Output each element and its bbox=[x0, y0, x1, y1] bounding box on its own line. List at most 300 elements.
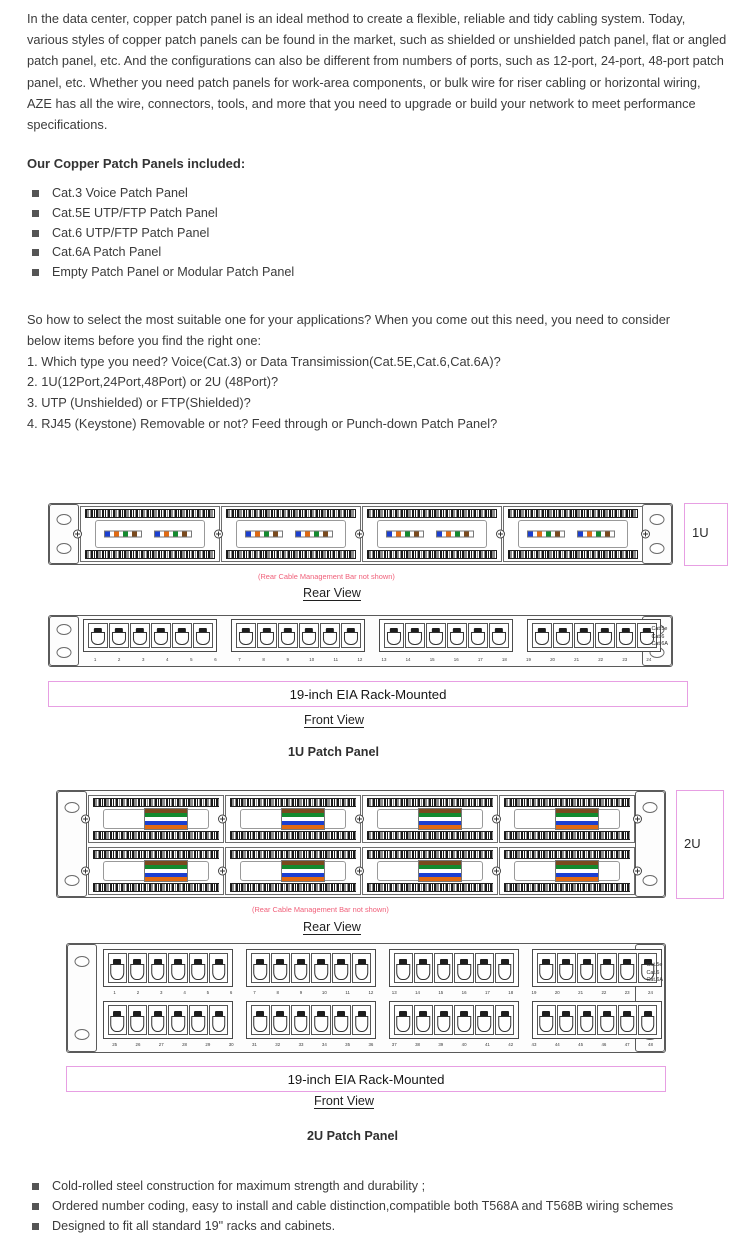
idc-punchdown-icon bbox=[555, 808, 599, 830]
idc-punchdown-icon bbox=[386, 531, 424, 538]
port-number: 12 bbox=[357, 657, 363, 662]
rj45-jack-icon[interactable] bbox=[209, 1005, 228, 1035]
list-item-label: Ordered number coding, easy to install and cable distinction,compatible both T568A and T568B wiring schemes bbox=[52, 1198, 674, 1213]
idc-punchdown-icon bbox=[367, 509, 497, 518]
idc-punchdown-icon bbox=[93, 883, 219, 892]
rj45-jack-icon[interactable] bbox=[236, 623, 256, 648]
port-number: 23 bbox=[624, 990, 630, 995]
category-tags-1u bbox=[652, 626, 668, 649]
height-label-1u: 1U bbox=[692, 525, 709, 540]
port-number: 12 bbox=[368, 990, 374, 995]
port-number: 14 bbox=[415, 990, 420, 995]
wiring-label-card bbox=[103, 861, 209, 881]
port-number: 25 bbox=[112, 1042, 118, 1047]
port-number: 22 bbox=[598, 657, 604, 662]
idc-punchdown-icon bbox=[508, 550, 638, 559]
rj45-jack-icon[interactable] bbox=[618, 953, 637, 983]
rj45-jack-icon[interactable] bbox=[394, 953, 413, 983]
port-number: 36 bbox=[368, 1042, 374, 1047]
port-number: 44 bbox=[554, 1042, 560, 1047]
rear-punchdown-module bbox=[225, 847, 361, 895]
rj45-jack-icon[interactable] bbox=[271, 1005, 290, 1035]
port-number: 45 bbox=[578, 1042, 584, 1047]
bullet-square-icon bbox=[32, 1183, 39, 1190]
idc-punchdown-icon bbox=[93, 831, 219, 840]
rj45-port-row bbox=[536, 1005, 658, 1035]
rj45-jack-icon[interactable] bbox=[189, 953, 208, 983]
rear-punchdown-module bbox=[499, 795, 635, 843]
selection-question: 1. Which type you need? Voice(Cat.3) or Data Transimission(Cat.5E,Cat.6,Cat.6A)? bbox=[27, 353, 501, 369]
rj45-jack-icon[interactable] bbox=[468, 623, 488, 648]
port-number: 16 bbox=[453, 657, 459, 662]
port-number: 20 bbox=[550, 657, 555, 662]
rj45-port-row bbox=[531, 623, 657, 648]
front-port-module bbox=[532, 1001, 662, 1039]
selection-intro-line-1: So how to select the most suitable one for your applications? When you come out this need, you need to consider bbox=[27, 312, 671, 327]
screw-icon bbox=[641, 530, 650, 539]
idc-punchdown-icon bbox=[367, 883, 493, 892]
rj45-port-row bbox=[250, 1005, 372, 1035]
rj45-jack-icon[interactable] bbox=[172, 623, 192, 648]
rack-mount-hole-icon bbox=[75, 1029, 90, 1040]
port-number: 15 bbox=[438, 990, 444, 995]
idc-punchdown-icon bbox=[104, 531, 142, 538]
idc-punchdown-icon bbox=[504, 850, 630, 859]
wiring-label-card bbox=[518, 520, 628, 548]
rj45-jack-icon[interactable] bbox=[532, 623, 552, 648]
wiring-label-card bbox=[103, 809, 209, 829]
port-number: 16 bbox=[461, 990, 467, 995]
bullet-square-icon bbox=[32, 1223, 39, 1230]
list-item bbox=[27, 1177, 673, 1197]
wiring-label-card bbox=[240, 861, 346, 881]
port-number-row-2u-bottom bbox=[103, 1040, 662, 1049]
port-number: 7 bbox=[253, 990, 256, 995]
list-item-label: Designed to fit all standard 19" racks and cabinets. bbox=[52, 1218, 336, 1233]
selection-question: 3. UTP (Unshielded) or FTP(Shielded)? bbox=[27, 395, 251, 411]
rj45-jack-icon[interactable] bbox=[193, 623, 213, 648]
screw-icon bbox=[496, 530, 505, 539]
port-number: 6 bbox=[229, 990, 233, 995]
rj45-jack-icon[interactable] bbox=[332, 953, 351, 983]
rear-punchdown-module bbox=[362, 847, 498, 895]
rj45-jack-icon[interactable] bbox=[278, 623, 298, 648]
port-number: 17 bbox=[484, 990, 490, 995]
rj45-jack-icon[interactable] bbox=[291, 1005, 310, 1035]
port-number: 5 bbox=[190, 657, 193, 662]
selection-question: 2. 1U(12Port,24Port,48Port) or 2U (48Port)? bbox=[27, 374, 279, 390]
rj45-jack-icon[interactable] bbox=[209, 953, 228, 983]
rj45-jack-icon[interactable] bbox=[577, 953, 596, 983]
front-port-module bbox=[103, 949, 233, 987]
idc-punchdown-icon bbox=[504, 883, 630, 892]
port-number: 20 bbox=[554, 990, 560, 995]
front-port-module bbox=[389, 949, 519, 987]
idc-punchdown-icon bbox=[230, 798, 356, 807]
port-number: 21 bbox=[578, 990, 584, 995]
rj45-jack-icon[interactable] bbox=[189, 1005, 208, 1035]
list-item bbox=[27, 184, 294, 204]
rj45-port-row bbox=[393, 1005, 515, 1035]
rj45-jack-icon[interactable] bbox=[394, 1005, 413, 1035]
idc-punchdown-icon bbox=[93, 798, 219, 807]
rj45-jack-icon[interactable] bbox=[291, 953, 310, 983]
rj45-jack-icon[interactable] bbox=[618, 1005, 637, 1035]
port-number: 40 bbox=[461, 1042, 467, 1047]
rear-punchdown-module bbox=[88, 795, 224, 843]
category-tag: Cat.6A bbox=[646, 977, 663, 984]
screw-icon bbox=[214, 530, 223, 539]
screw-icon bbox=[218, 815, 227, 824]
rj45-jack-icon[interactable] bbox=[577, 1005, 596, 1035]
rj45-jack-icon[interactable] bbox=[537, 953, 556, 983]
idc-punchdown-icon bbox=[504, 798, 630, 807]
included-heading: Our Copper Patch Panels included: bbox=[27, 156, 246, 171]
port-number-row-2u-top bbox=[103, 988, 662, 997]
port-number: 30 bbox=[228, 1042, 234, 1047]
rj45-jack-icon[interactable] bbox=[168, 953, 187, 983]
rj45-jack-icon[interactable] bbox=[597, 1005, 616, 1035]
screw-icon bbox=[81, 867, 90, 876]
rack-mount-hole-icon bbox=[65, 875, 80, 886]
rj45-jack-icon[interactable] bbox=[426, 623, 446, 648]
rj45-jack-icon[interactable] bbox=[320, 623, 340, 648]
rack-mount-hole-icon bbox=[643, 802, 658, 813]
screw-icon bbox=[218, 867, 227, 876]
rj45-jack-icon[interactable] bbox=[352, 953, 371, 983]
bullet-square-icon bbox=[32, 230, 39, 237]
rj45-jack-icon[interactable] bbox=[447, 623, 467, 648]
port-number: 23 bbox=[622, 657, 628, 662]
list-item bbox=[27, 224, 294, 244]
rack-ear-left bbox=[57, 791, 87, 897]
front-view-label-2u: Front View bbox=[314, 1094, 374, 1108]
port-number: 3 bbox=[141, 657, 145, 662]
list-item-label: Cat.5E UTP/FTP Patch Panel bbox=[52, 205, 218, 220]
rear-punchdown-module bbox=[221, 506, 361, 562]
rear-view-label-2u: Rear View bbox=[303, 920, 361, 934]
port-number: 8 bbox=[276, 990, 279, 995]
rj45-jack-icon[interactable] bbox=[495, 1005, 514, 1035]
port-number: 34 bbox=[321, 1042, 327, 1047]
list-item bbox=[27, 1197, 673, 1217]
port-number: 17 bbox=[477, 657, 483, 662]
selection-intro-line-2: below items before you find the right one: bbox=[27, 332, 262, 348]
rj45-port-row bbox=[393, 953, 515, 983]
idc-punchdown-icon bbox=[281, 860, 325, 882]
dimension-tick bbox=[676, 898, 724, 899]
rj45-jack-icon[interactable] bbox=[495, 953, 514, 983]
rj45-jack-icon[interactable] bbox=[557, 953, 576, 983]
port-number: 37 bbox=[391, 1042, 397, 1047]
rj45-jack-icon[interactable] bbox=[130, 623, 150, 648]
idc-punchdown-icon bbox=[230, 883, 356, 892]
rj45-port-row bbox=[250, 953, 372, 983]
rack-mount-band-2u bbox=[66, 1066, 666, 1092]
rj45-jack-icon[interactable] bbox=[597, 953, 616, 983]
idc-punchdown-icon bbox=[230, 831, 356, 840]
idc-punchdown-icon bbox=[367, 850, 493, 859]
front-port-module bbox=[532, 949, 662, 987]
wiring-label-card bbox=[95, 520, 205, 548]
rj45-jack-icon[interactable] bbox=[108, 1005, 127, 1035]
port-number: 5 bbox=[206, 990, 210, 995]
rj45-jack-icon[interactable] bbox=[475, 953, 494, 983]
front-port-module bbox=[527, 619, 661, 652]
wiring-label-card bbox=[377, 520, 487, 548]
front-port-module bbox=[103, 1001, 233, 1039]
port-number: 1 bbox=[93, 657, 97, 662]
rj45-jack-icon[interactable] bbox=[251, 1005, 270, 1035]
rj45-jack-icon[interactable] bbox=[553, 623, 573, 648]
rack-ear-left bbox=[67, 944, 97, 1052]
rj45-jack-icon[interactable] bbox=[638, 1005, 657, 1035]
rj45-jack-icon[interactable] bbox=[384, 623, 404, 648]
front-port-module bbox=[246, 949, 376, 987]
rear-punchdown-module bbox=[80, 506, 220, 562]
rj45-jack-icon[interactable] bbox=[574, 623, 594, 648]
port-number: 26 bbox=[135, 1042, 141, 1047]
front-view-label-1u: Front View bbox=[304, 713, 364, 727]
rj45-jack-icon[interactable] bbox=[251, 953, 270, 983]
rj45-port-row bbox=[87, 623, 213, 648]
wiring-label-card bbox=[514, 861, 620, 881]
idc-punchdown-icon bbox=[93, 850, 219, 859]
rear-punchdown-module bbox=[503, 506, 643, 562]
screw-icon bbox=[492, 867, 501, 876]
port-number: 31 bbox=[251, 1042, 257, 1047]
bullet-square-icon bbox=[32, 249, 39, 256]
port-number: 11 bbox=[345, 990, 350, 995]
rj45-port-row bbox=[383, 623, 509, 648]
rack-ear-right bbox=[635, 791, 665, 897]
rj45-jack-icon[interactable] bbox=[311, 953, 330, 983]
port-number-row-1u bbox=[83, 655, 661, 664]
rj45-jack-icon[interactable] bbox=[616, 623, 636, 648]
bullet-square-icon bbox=[32, 1203, 39, 1210]
idc-punchdown-icon bbox=[418, 860, 462, 882]
front-port-module bbox=[389, 1001, 519, 1039]
included-list bbox=[27, 184, 294, 283]
rj45-jack-icon[interactable] bbox=[108, 953, 127, 983]
rj45-jack-icon[interactable] bbox=[454, 953, 473, 983]
rear-punchdown-module bbox=[225, 795, 361, 843]
rj45-jack-icon[interactable] bbox=[595, 623, 615, 648]
list-item bbox=[27, 263, 294, 283]
list-item bbox=[27, 1217, 673, 1237]
idc-punchdown-icon bbox=[504, 831, 630, 840]
rj45-port-row bbox=[235, 623, 361, 648]
port-number: 6 bbox=[214, 657, 217, 662]
rj45-jack-icon[interactable] bbox=[434, 1005, 453, 1035]
port-number: 4 bbox=[183, 990, 186, 995]
idc-punchdown-icon bbox=[226, 550, 356, 559]
rear-punchdown-module bbox=[362, 506, 502, 562]
panel-caption-2u: 2U Patch Panel bbox=[307, 1129, 398, 1143]
screw-icon bbox=[73, 530, 82, 539]
wiring-label-card bbox=[377, 809, 483, 829]
port-number: 19 bbox=[526, 657, 531, 662]
rj45-jack-icon[interactable] bbox=[454, 1005, 473, 1035]
port-number: 9 bbox=[286, 657, 289, 662]
rj45-jack-icon[interactable] bbox=[271, 953, 290, 983]
port-number: 24 bbox=[646, 657, 652, 662]
rj45-jack-icon[interactable] bbox=[168, 1005, 187, 1035]
port-number: 35 bbox=[345, 1042, 351, 1047]
category-tag: Cat.6 bbox=[651, 633, 665, 640]
port-number: 9 bbox=[299, 990, 303, 995]
rj45-jack-icon[interactable] bbox=[148, 953, 167, 983]
idc-punchdown-icon bbox=[281, 808, 325, 830]
front-port-module bbox=[246, 1001, 376, 1039]
port-number: 4 bbox=[166, 657, 169, 662]
rack-mount-hole-icon bbox=[65, 802, 80, 813]
category-tag: Cat.6 bbox=[646, 969, 660, 976]
rj45-port-row bbox=[107, 1005, 229, 1035]
port-number: 48 bbox=[648, 1042, 653, 1047]
port-number: 18 bbox=[508, 990, 514, 995]
idc-punchdown-icon bbox=[245, 531, 283, 538]
list-item-label: Cat.6A Patch Panel bbox=[52, 245, 162, 260]
port-number: 41 bbox=[484, 1042, 490, 1047]
port-number: 21 bbox=[574, 657, 580, 662]
rj45-jack-icon[interactable] bbox=[434, 953, 453, 983]
rack-band-label: 19-inch EIA Rack-Mounted bbox=[289, 686, 447, 702]
patch-panel-1u-rear-view bbox=[48, 503, 673, 565]
rj45-jack-icon[interactable] bbox=[475, 1005, 494, 1035]
rj45-jack-icon[interactable] bbox=[557, 1005, 576, 1035]
idc-punchdown-icon bbox=[230, 850, 356, 859]
idc-punchdown-icon bbox=[85, 509, 215, 518]
port-number: 7 bbox=[238, 657, 241, 662]
rj45-jack-icon[interactable] bbox=[148, 1005, 167, 1035]
port-number: 3 bbox=[160, 990, 163, 995]
port-number: 32 bbox=[275, 1042, 281, 1047]
rj45-jack-icon[interactable] bbox=[414, 1005, 433, 1035]
wiring-label-card bbox=[236, 520, 346, 548]
idc-punchdown-icon bbox=[144, 860, 188, 882]
rj45-jack-icon[interactable] bbox=[151, 623, 171, 648]
port-number: 24 bbox=[648, 990, 653, 995]
rj45-jack-icon[interactable] bbox=[109, 623, 129, 648]
idc-punchdown-icon bbox=[295, 531, 333, 538]
rj45-jack-icon[interactable] bbox=[128, 953, 147, 983]
wiring-label-card bbox=[240, 809, 346, 829]
panel-caption-1u: 1U Patch Panel bbox=[288, 745, 379, 759]
dimension-tick bbox=[684, 503, 728, 504]
idc-punchdown-icon bbox=[85, 550, 215, 559]
rack-mount-band-1u bbox=[48, 681, 688, 707]
rj45-jack-icon[interactable] bbox=[489, 623, 509, 648]
selection-guide bbox=[27, 310, 727, 435]
idc-punchdown-icon bbox=[226, 509, 356, 518]
rear-cable-note-1u: (Rear Cable Management Bar not shown) bbox=[258, 572, 395, 581]
rj45-jack-icon[interactable] bbox=[128, 1005, 147, 1035]
bullet-square-icon bbox=[32, 190, 39, 197]
port-number: 39 bbox=[438, 1042, 444, 1047]
port-number: 14 bbox=[405, 657, 411, 662]
rear-punchdown-module bbox=[499, 847, 635, 895]
rear-module-strip-bottom bbox=[88, 845, 634, 897]
front-port-module bbox=[83, 619, 217, 652]
rear-punchdown-module bbox=[362, 795, 498, 843]
height-label-2u: 2U bbox=[684, 836, 701, 851]
features-list bbox=[27, 1177, 673, 1236]
rj45-jack-icon[interactable] bbox=[537, 1005, 556, 1035]
rear-module-strip-top bbox=[88, 793, 634, 845]
idc-punchdown-icon bbox=[436, 531, 474, 538]
screw-icon bbox=[633, 867, 642, 876]
port-number: 10 bbox=[321, 990, 327, 995]
rj45-jack-icon[interactable] bbox=[341, 623, 361, 648]
port-number: 10 bbox=[309, 657, 315, 662]
screw-icon bbox=[355, 815, 364, 824]
patch-panel-2u-rear-view bbox=[56, 790, 666, 898]
rack-ear-left bbox=[49, 616, 79, 666]
rj45-jack-icon[interactable] bbox=[414, 953, 433, 983]
idc-punchdown-icon bbox=[144, 808, 188, 830]
port-number: 18 bbox=[501, 657, 507, 662]
rear-punchdown-module bbox=[88, 847, 224, 895]
port-number: 2 bbox=[136, 990, 140, 995]
port-number: 38 bbox=[415, 1042, 420, 1047]
rj45-jack-icon[interactable] bbox=[88, 623, 108, 648]
screw-icon bbox=[355, 867, 364, 876]
port-number: 13 bbox=[381, 657, 387, 662]
category-tag: Cat.6A bbox=[651, 641, 668, 648]
idc-punchdown-icon bbox=[367, 831, 493, 840]
rear-view-label-1u: Rear View bbox=[303, 586, 361, 600]
rj45-jack-icon[interactable] bbox=[352, 1005, 371, 1035]
port-number: 29 bbox=[205, 1042, 211, 1047]
port-number: 19 bbox=[531, 990, 537, 995]
idc-punchdown-icon bbox=[555, 860, 599, 882]
screw-icon bbox=[81, 815, 90, 824]
rj45-jack-icon[interactable] bbox=[299, 623, 319, 648]
port-number: 47 bbox=[624, 1042, 630, 1047]
intro-paragraph: In the data center, copper patch panel is an ideal method to create a flexible, reliable and tidy cabling system. Today, various styles of copper patch panels can be found in the market, such as shielded or unshielded patch panel, flat or angled patch panel, etc. And the configurations can also be different from numbers of ports, such as 12-port, 24-port, 48-port patch panel, etc. Whether you need patch panels for work-area components, or bulk wire for riser cabling or horizontal wiring, AZE has all the wire, connectors, tools, and more that you need to upgrade or build your network to meet performance specifications. bbox=[27, 11, 727, 133]
rack-mount-hole-icon bbox=[57, 514, 72, 525]
rj45-jack-icon[interactable] bbox=[257, 623, 277, 648]
list-item bbox=[27, 243, 294, 263]
rj45-jack-icon[interactable] bbox=[332, 1005, 351, 1035]
category-tag: Cat.5e bbox=[651, 626, 668, 632]
rj45-jack-icon[interactable] bbox=[405, 623, 425, 648]
port-number: 27 bbox=[158, 1042, 164, 1047]
rack-band-label: 19-inch EIA Rack-Mounted bbox=[287, 1071, 445, 1087]
rack-mount-hole-icon bbox=[75, 956, 90, 967]
idc-punchdown-icon bbox=[508, 509, 638, 518]
rack-mount-hole-icon bbox=[57, 647, 72, 658]
idc-punchdown-icon bbox=[418, 808, 462, 830]
bullet-square-icon bbox=[32, 269, 39, 276]
rack-mount-hole-icon bbox=[650, 543, 665, 554]
port-number: 43 bbox=[531, 1042, 537, 1047]
bullet-square-icon bbox=[32, 210, 39, 217]
list-item bbox=[27, 204, 294, 224]
rj45-jack-icon[interactable] bbox=[311, 1005, 330, 1035]
port-number: 13 bbox=[391, 990, 397, 995]
list-item-label: Cat.6 UTP/FTP Patch Panel bbox=[52, 225, 210, 240]
patch-panel-1u-front-view bbox=[48, 615, 673, 667]
list-item-label: Cat.3 Voice Patch Panel bbox=[52, 186, 188, 200]
port-number: 46 bbox=[601, 1042, 607, 1047]
port-number: 8 bbox=[262, 657, 265, 662]
rack-mount-hole-icon bbox=[57, 543, 72, 554]
dimension-tick bbox=[684, 565, 728, 566]
port-number: 11 bbox=[333, 657, 339, 662]
wiring-label-card bbox=[514, 809, 620, 829]
